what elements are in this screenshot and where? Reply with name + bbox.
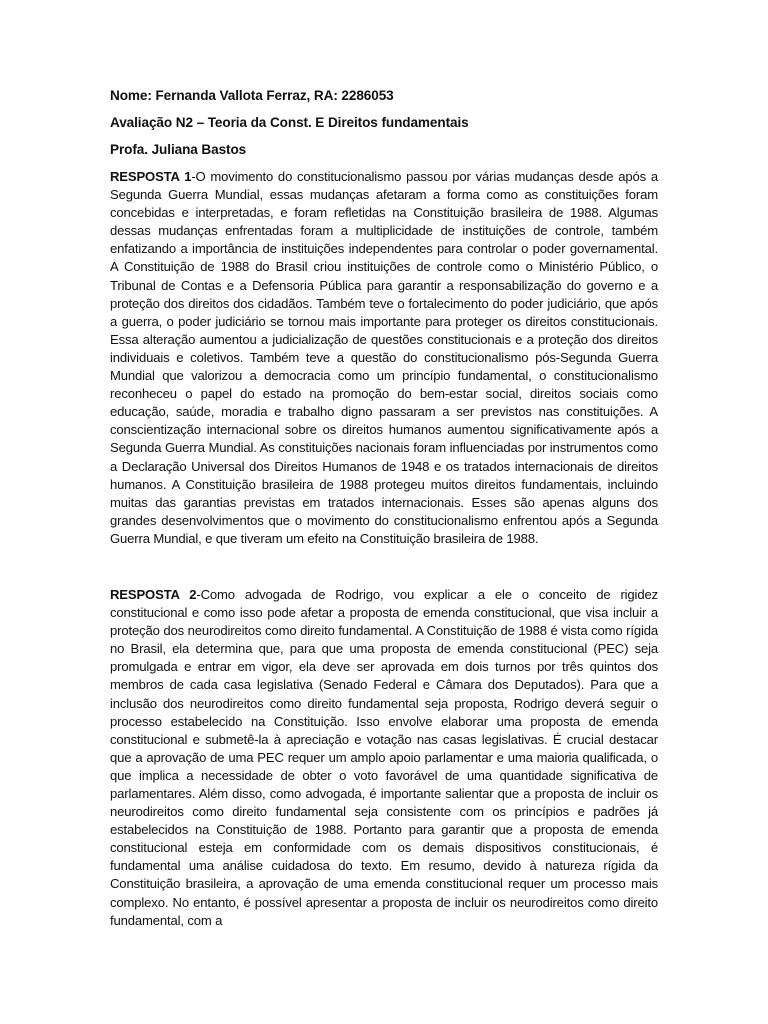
assessment-title-line: Avaliação N2 – Teoria da Const. E Direitos fundamentais	[110, 115, 469, 130]
student-name-line: Nome: Fernanda Vallota Ferraz, RA: 2286053	[110, 88, 394, 103]
professor-line: Profa. Juliana Bastos	[110, 142, 247, 157]
answer-1-label: RESPOSTA 1	[110, 169, 192, 184]
answer-2-text: -Como advogada de Rodrigo, vou explicar a ele o conceito de rigidez constitucional e como isso pode afetar a proposta de emenda constitucional, que visa incluir a proteção dos neurodireitos como direito fundamental. A Constituição de 1988 é vista como rígida no Brasil, ela determina que, para que uma proposta de emenda constitucional (PEC) seja promulgada e entrar em vigor, ela deve ser aprovada em dois turnos por três quintos dos membros de cada casa legislativa (Senado Federal e Câmara dos Deputados). Para que a inclusão dos neurodireitos como direito fundamental seja proposta, Rodrigo deverá seguir o processo estabelecido na Constituição. Isso envolve elaborar uma proposta de emenda constitucional e submetê-la à apreciação e votação nas casas legislativas. É crucial destacar que a aprovação de uma PEC requer um amplo apoio parlamentar e uma maioria qualificada, o que implica a necessidade de obter o voto favorável de uma quantidade significativa de parlamentares. Além disso, como advogada, é importante salientar que a proposta de incluir os neurodireitos como direito fundamental seja consistente com os princípios e padrões já estabelecidos na Constituição de 1988. Portanto para garantir que a proposta de emenda constitucional esteja em conformidade com os demais dispositivos constitucionais, é fundamental uma análise cuidadosa do texto. Em resumo, devido à natureza rígida da Constituição brasileira, a aprovação de uma emenda constitucional requer um processo mais complexo. No entanto, é possível apresentar a proposta de incluir os neurodireitos como direito fundamental, com a	[110, 586, 658, 928]
answer-1-paragraph	[110, 168, 658, 548]
answer-2-paragraph	[110, 586, 658, 930]
answer-2-label: RESPOSTA 2	[110, 586, 197, 602]
document-body	[110, 87, 658, 930]
answer-1-text: -O movimento do constitucionalismo passou por várias mudanças desde após a Segunda Guerra Mundial, essas mudanças afetaram a forma como as constituições foram concebidas e interpretadas, e foram refletidas na Constituição brasileira de 1988. Algumas dessas mudanças enfrentadas foram a multiplicidade de instituições de controle, também enfatizando a importância de instituições independentes para controlar o poder governamental. A Constituição de 1988 do Brasil criou instituições de controle como o Ministério Público, o Tribunal de Contas e a Defensoria Pública para garantir a responsabilização do governo e a proteção dos direitos dos cidadãos. Também teve o fortalecimento do poder judiciário, que após a guerra, o poder judiciário se tornou mais importante para proteger os direitos constitucionais. Essa alteração aumentou a judicialização de questões constitucionais e a proteção dos direitos individuais e coletivos. Também teve a questão do constitucionalismo pós-Segunda Guerra Mundial que valorizou a democracia como um princípio fundamental, o constitucionalismo reconheceu o papel do estado na promoção do bem-estar social, direitos sociais como educação, saúde, moradia e trabalho digno passaram a ser previstos nas constituições. A conscientização internacional sobre os direitos humanos aumentou significativamente após a Segunda Guerra Mundial. As constituições nacionais foram influenciadas por instrumentos como a Declaração Universal dos Direitos Humanos de 1948 e os tratados internacionais de direitos humanos. A Constituição brasileira de 1988 protegeu muitos direitos fundamentais, incluindo muitas das garantias previstas em tratados internacionais. Esses são apenas alguns dos grandes desenvolvimentos que o movimento do constitucionalismo enfrentou após a Segunda Guerra Mundial, e que tiveram um efeito na Constituição brasileira de 1988.	[110, 169, 658, 546]
